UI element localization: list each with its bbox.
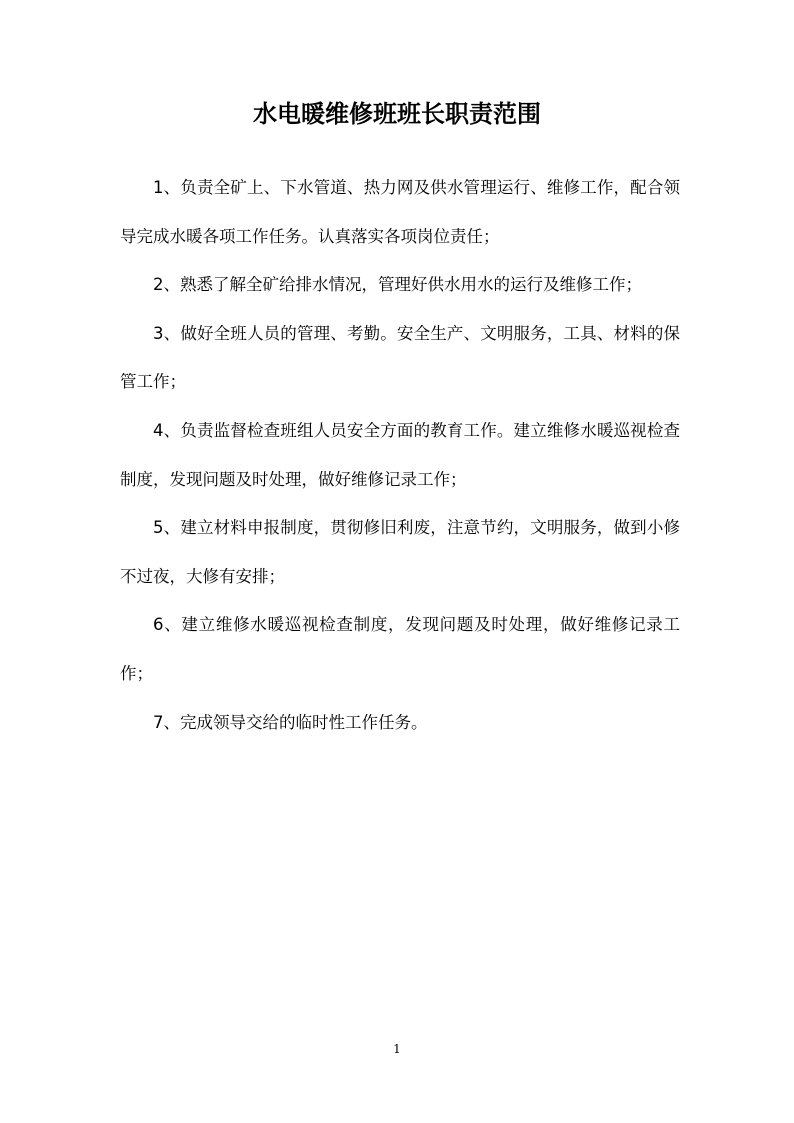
duty-item-6: 6、建立维修水暖巡视检查制度，发现问题及时处理，做好维修记录工作； xyxy=(120,615,680,683)
duty-item-5: 5、建立材料申报制度，贯彻修旧利废，注意节约，文明服务，做到小修不过夜，大修有安排； xyxy=(120,518,680,586)
duty-item-1: 1、负责全矿上、下水管道、热力网及供水管理运行、维修工作，配合领导完成水暖各项工作任务。认真落实各项岗位责任； xyxy=(120,178,680,246)
document-title: 水电暖维修班班长职责范围 xyxy=(253,99,541,128)
page-number: 1 xyxy=(393,1042,401,1056)
duty-item-7: 7、完成领导交给的临时性工作任务。 xyxy=(153,712,428,732)
document-body xyxy=(120,164,680,747)
duty-item-2: 2、熟悉了解全矿给排水情况，管理好供水用水的运行及维修工作； xyxy=(153,275,642,295)
duty-item-4: 4、负责监督检查班组人员安全方面的教育工作。建立维修水暖巡视检查制度，发现问题及时处理，做好维修记录工作； xyxy=(120,420,680,489)
duty-item-3: 3、做好全班人员的管理、考勤。安全生产、文明服务，工具、材料的保管工作； xyxy=(120,323,680,392)
